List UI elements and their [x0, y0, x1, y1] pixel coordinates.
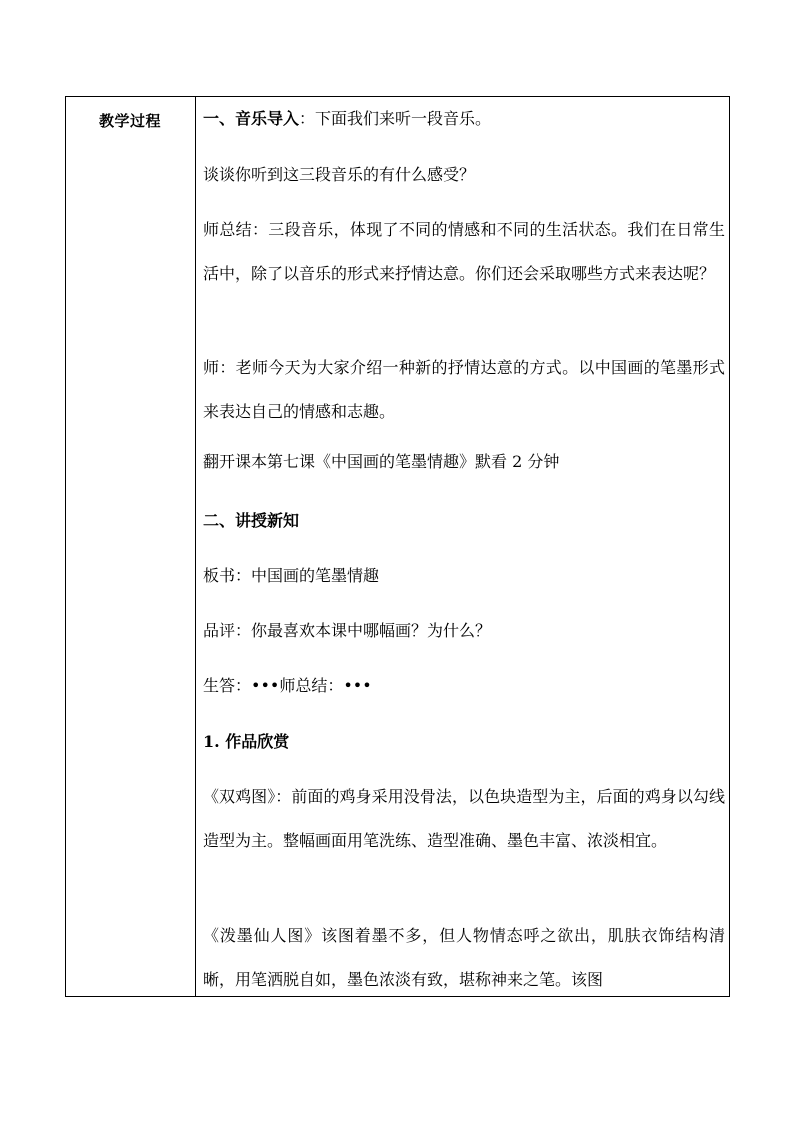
shuangji-paragraph: 《双鸡图》：前面的鸡身采用没骨法，以色块造型为主，后面的鸡身以勾线造型为主。整幅画面用笔洗练、造型准确、墨色丰富、浓淡相宜。 — [203, 787, 725, 850]
column-divider — [195, 97, 196, 996]
process-label: 教学过程 — [99, 112, 162, 130]
lesson-table — [65, 96, 730, 997]
reading-paragraph: 翻开课本第七课《中国画的笔墨情趣》默看 2 分钟 — [203, 452, 560, 471]
answer-paragraph: 生答：•••师总结：••• — [203, 676, 372, 695]
teacher-intro-paragraph: 师：老师今天为大家介绍一种新的抒情达意的方式。以中国画的笔墨形式来表达自己的情感和志趣。 — [203, 358, 725, 421]
pomo-paragraph: 《泼墨仙人图》该图着墨不多，但人物情态呼之欲出，肌肤衣饰结构清晰，用笔洒脱自如，墨色浓淡有致，堪称神来之笔。该图 — [203, 926, 725, 989]
intro-heading: 一、音乐导入 — [203, 109, 300, 128]
intro-text: ：下面我们来听一段音乐。 — [299, 109, 492, 128]
evaluate-paragraph: 品评：你最喜欢本课中哪幅画？为什么？ — [203, 621, 492, 640]
appreciation-heading: 1. 作品欣赏 — [203, 732, 290, 751]
intro-paragraph — [203, 97, 491, 141]
question-paragraph: 谈谈你听到这三段音乐的有什么感受？ — [203, 165, 476, 184]
board-paragraph: 板书：中国画的笔墨情趣 — [203, 566, 380, 585]
teacher-summary-paragraph: 师总结：三段音乐，体现了不同的情感和不同的生活状态。我们在日常生活中，除了以音乐的形式来抒情达意。你们还会采取哪些方式来表达呢？ — [203, 220, 725, 283]
new-knowledge-heading: 二、讲授新知 — [203, 511, 300, 530]
